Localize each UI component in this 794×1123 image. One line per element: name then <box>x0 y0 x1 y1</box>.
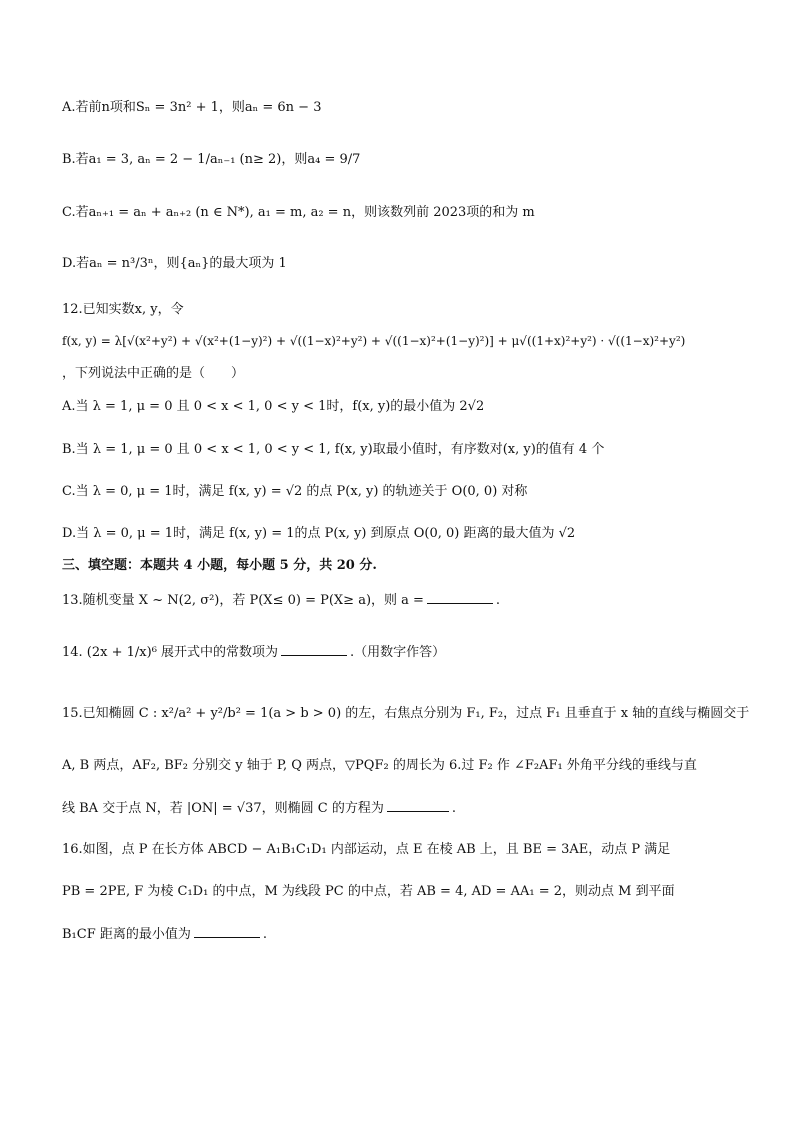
question-16-line-1 <box>62 840 670 860</box>
question-14-text: 14. (2x + 1/x)⁶ 展开式中的常数项为 <box>62 645 279 660</box>
option-a-11 <box>62 98 321 118</box>
question-16-line-2-text: PB = 2PE, F 为棱 C₁D₁ 的中点，M 为线段 PC 的中点，若 AB = 4, AD = AA₁ = 2，则动点 M 到平面 <box>62 884 675 899</box>
answer-blank-14[interactable] <box>281 641 347 656</box>
section-3-heading <box>62 556 377 576</box>
question-12-stem-text: 12.已知实数x, y，令 <box>62 302 184 317</box>
option-a-12-text: A.当 λ = 1, μ = 0 且 0 < x < 1, 0 < y < 1时，f(x, y)的最小值为 2√2 <box>62 399 485 414</box>
option-a-11-text: A.若前n项和Sₙ = 3n² + 1，则aₙ = 6n − 3 <box>62 100 322 115</box>
option-b-11 <box>62 150 360 170</box>
section-3-heading-text: 三、填空题：本题共 4 小题，每小题 5 分，共 20 分. <box>62 558 377 573</box>
option-b-11-text: B.若a₁ = 3, aₙ = 2 − 1/aₙ₋₁ (n≥ 2)，则a₄ = 9/7 <box>62 152 361 167</box>
question-13-text: 13.随机变量 X ~ N(2, σ²)，若 P(X≤ 0) = P(X≥ a)，则 a = <box>62 593 424 608</box>
question-12-formula <box>62 331 685 351</box>
question-15-line-3 <box>62 797 456 819</box>
option-d-11-text: D.若aₙ = n³/3ⁿ，则{aₙ}的最大项为 1 <box>62 256 287 271</box>
question-12-prompt <box>62 364 244 384</box>
question-15-end: . <box>451 801 456 816</box>
option-c-12 <box>62 482 527 502</box>
answer-blank-15[interactable] <box>387 797 449 812</box>
question-14-end: .（用数字作答） <box>350 645 446 660</box>
question-13 <box>62 589 500 611</box>
question-15-line-2-text: A, B 两点，AF₂, BF₂ 分别交 y 轴于 P, Q 两点，▽PQF₂ 的周长为 6.过 F₂ 作 ∠F₂AF₁ 外角平分线的垂线与直 <box>62 758 697 773</box>
answer-blank-13[interactable] <box>427 589 493 604</box>
question-12-stem <box>62 300 184 320</box>
option-c-12-text: C.当 λ = 0, μ = 1时，满足 f(x, y) = √2 的点 P(x, y) 的轨迹关于 O(0, 0) 对称 <box>62 484 528 499</box>
question-16-line-3-text: B₁CF 距离的最小值为 <box>62 927 191 942</box>
question-15-line-3-text: 线 BA 交于点 N，若 |ON| = √37，则椭圆 C 的方程为 <box>62 801 384 816</box>
option-d-12 <box>62 524 575 544</box>
option-b-12-text: B.当 λ = 1, μ = 0 且 0 < x < 1, 0 < y < 1, f(x, y)取最小值时，有序数对(x, y)的值有 4 个 <box>62 442 605 457</box>
question-16-line-3 <box>62 923 267 945</box>
question-15-line-2 <box>62 756 697 776</box>
question-16-end: . <box>262 927 268 942</box>
question-12-formula-text: f(x, y) = λ[√(x²+y²) + √(x²+(1−y)²) + √((1−x)²+y²) + √((1−x)²+(1−y)²)] + μ√((1+x)²+y²) · √((1−x)²+y²) <box>62 334 686 348</box>
question-16-line-1-text: 16.如图，点 P 在长方体 ABCD − A₁B₁C₁D₁ 内部运动，点 E 在棱 AB 上，且 BE = 3AE，动点 P 满足 <box>62 842 671 857</box>
question-13-end: . <box>495 593 501 608</box>
question-14 <box>62 641 445 663</box>
question-15-line-1 <box>62 704 749 724</box>
option-d-12-text: D.当 λ = 0, μ = 1时，满足 f(x, y) = 1的点 P(x, y) 到原点 O(0, 0) 距离的最大值为 √2 <box>62 526 576 541</box>
option-c-11 <box>62 203 535 223</box>
question-15-line-1-text: 15.已知椭圆 C : x²/a² + y²/b² = 1(a > b > 0) 的左，右焦点分别为 F₁, F₂，过点 F₁ 且垂直于 x 轴的直线与椭圆交于 <box>62 706 750 721</box>
question-16-line-2 <box>62 882 675 902</box>
option-c-11-text: C.若aₙ₊₁ = aₙ + aₙ₊₂ (n ∈ N*), a₁ = m, a₂ = n，则该数列前 2023项的和为 m <box>62 205 535 220</box>
option-d-11 <box>62 254 287 274</box>
option-b-12 <box>62 440 604 460</box>
option-a-12 <box>62 397 484 417</box>
answer-blank-16[interactable] <box>194 923 260 938</box>
question-12-prompt-text: ，下列说法中正确的是（ ） <box>62 366 245 381</box>
